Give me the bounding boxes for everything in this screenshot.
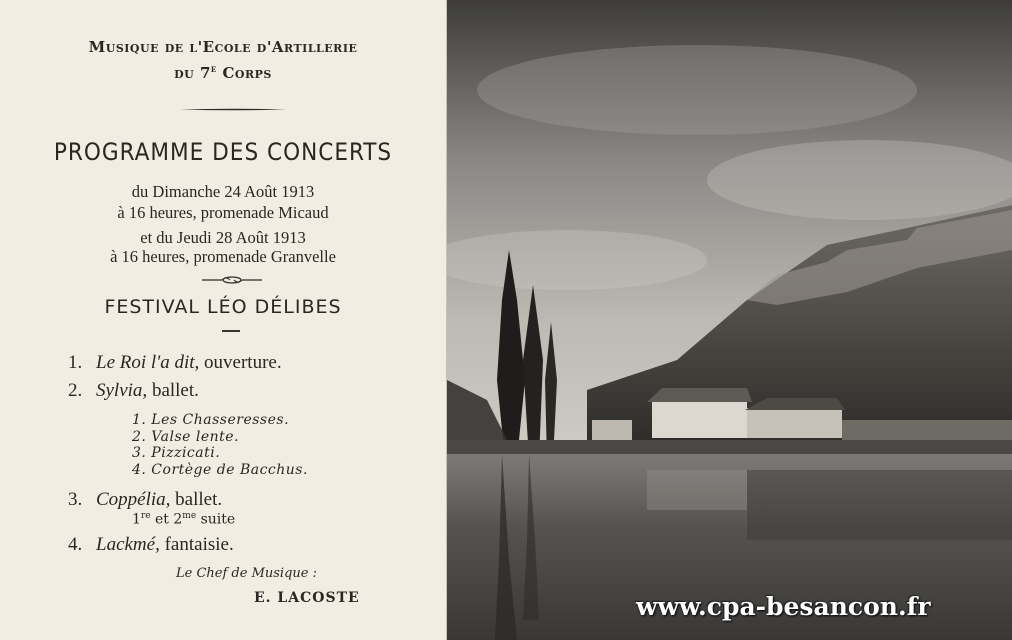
sylvia-part: 1. Les Chasseresses.	[132, 412, 290, 428]
short-divider	[222, 330, 240, 332]
river-photo	[447, 0, 1012, 640]
festival-heading: FESTIVAL LÉO DÉLIBES	[104, 296, 342, 318]
sylvia-part: 4. Cortège de Bacchus.	[132, 462, 308, 478]
coppelia-suite: 1re et $2^{me}$ suite	[132, 511, 236, 528]
program-title: PROGRAMME DES CONCERTS	[53, 138, 393, 166]
program-card	[0, 0, 447, 640]
program-item: 1. Le Roi l'a dit, ouverture.	[68, 352, 282, 373]
date-line-4: à 16 heures, promenade Granvelle	[110, 247, 336, 266]
site-watermark: www.cpa-besancon.fr	[636, 592, 931, 621]
chef-label: Le Chef de Musique :	[176, 566, 317, 581]
header-line-1: Musique de l'Ecole d'Artillerie	[88, 38, 358, 56]
program-item: 3. Coppélia, ballet.	[68, 489, 223, 510]
chef-name: E. LACOSTE	[254, 590, 360, 606]
program-item: 2. Sylvia, ballet.	[68, 380, 199, 401]
date-line-3: et du Jeudi 28 Août 1913	[140, 228, 306, 247]
ornamental-rule	[180, 108, 286, 111]
header-line-2: du 7e Corps	[174, 64, 272, 82]
sylvia-part: 2. Valse lente.	[132, 429, 240, 445]
program-item: 4. Lackmé, fantaisie.	[68, 534, 234, 555]
sylvia-part: 3. Pizzicati.	[132, 445, 221, 461]
date-line-2: à 16 heures, promenade Micaud	[117, 203, 329, 222]
flourish-ornament	[200, 275, 264, 285]
date-line-1: du Dimanche 24 Août 1913	[131, 182, 315, 201]
